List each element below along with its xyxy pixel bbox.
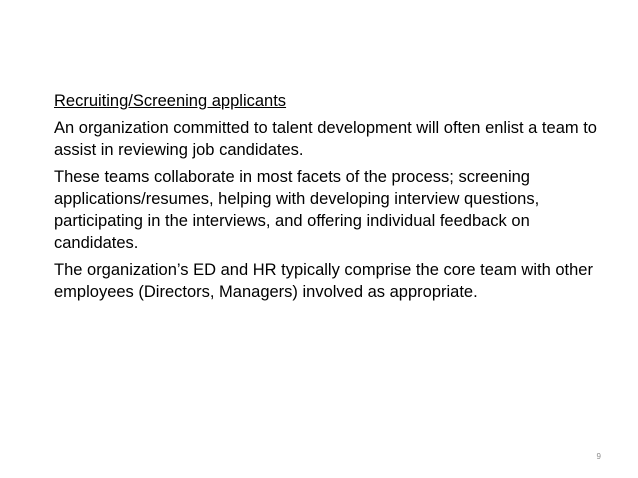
slide-body	[54, 90, 604, 308]
slide-heading: Recruiting/Screening applicants	[54, 92, 287, 110]
page-number: 9	[596, 452, 601, 461]
paragraph-collaboration: These teams collaborate in most facets of the process; screening applications/resumes, helping with developing interview questions, participating in the interviews, and offering individual feedback on candidates.	[54, 168, 540, 252]
paragraph-core-team: The organization’s ED and HR typically comprise the core team with other employees (Directors, Managers) involved as appropriate.	[54, 261, 593, 301]
paragraph-team-review: An organization committed to talent development will often enlist a team to assist in reviewing job candidates.	[54, 119, 597, 159]
